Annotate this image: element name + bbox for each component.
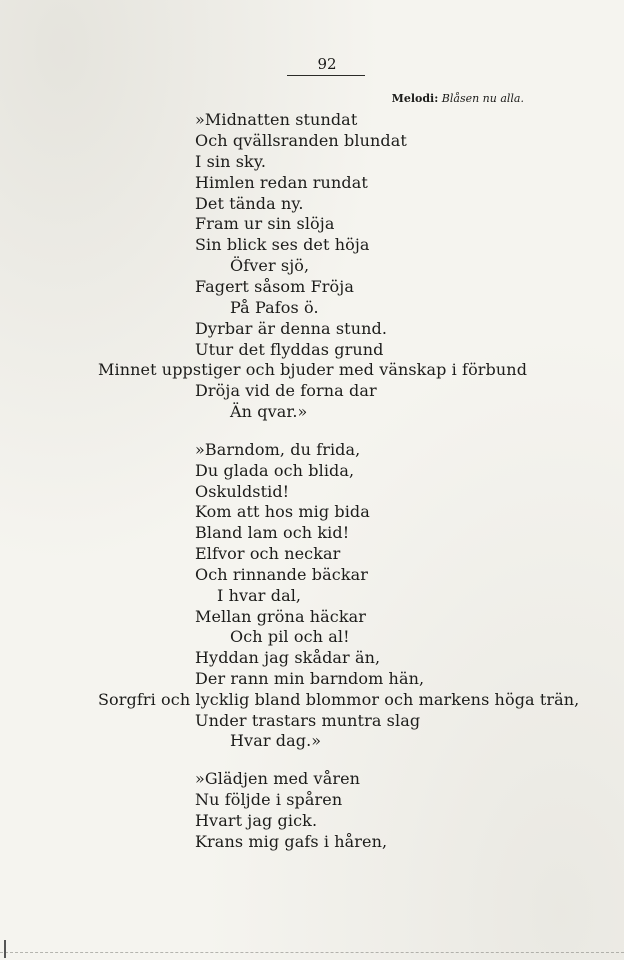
poem-line: Der rann min barndom hän, bbox=[195, 669, 425, 688]
poem-line: Sin blick ses det höja bbox=[195, 235, 370, 254]
poem-line: Fagert såsom Fröja bbox=[195, 277, 354, 296]
poem-line: Under trastars muntra slag bbox=[195, 711, 421, 730]
poem-line: Det tända ny. bbox=[195, 194, 304, 213]
poem-line: Utur det flyddas grund bbox=[195, 340, 384, 359]
page-number: 92 bbox=[317, 55, 337, 73]
poem-line: Hvart jag gick. bbox=[195, 811, 318, 830]
poem-line: Än qvar.» bbox=[230, 402, 308, 421]
poem-line: I hvar dal, bbox=[217, 586, 302, 605]
poem-line: Oskuldstid! bbox=[195, 482, 290, 501]
poem-line: Öfver sjö, bbox=[230, 256, 310, 275]
poem-line: Och rinnande bäckar bbox=[195, 565, 369, 584]
poem-line: Fram ur sin slöja bbox=[195, 214, 335, 233]
page-bottom-edge bbox=[0, 952, 624, 954]
poem-line: Dröja vid de forna dar bbox=[195, 381, 377, 400]
page-number-rule bbox=[287, 75, 365, 76]
poem-line: På Pafos ö. bbox=[230, 298, 319, 317]
poem-line: Elfvor och neckar bbox=[195, 544, 341, 563]
poem-line: »Glädjen med våren bbox=[195, 769, 361, 788]
poem-line: Himlen redan rundat bbox=[195, 173, 368, 192]
melody-note bbox=[392, 92, 524, 105]
poem-line: Och pil och al! bbox=[230, 627, 350, 646]
poem-line: Hyddan jag skådar än, bbox=[195, 648, 381, 667]
poem-line: Krans mig gafs i håren, bbox=[195, 832, 388, 851]
poem-line: Minnet uppstiger och bjuder med vänskap i förbund bbox=[98, 360, 528, 379]
poem-line: I sin sky. bbox=[195, 152, 267, 171]
poem-line: Bland lam och kid! bbox=[195, 523, 350, 542]
poem-line: Dyrbar är denna stund. bbox=[195, 319, 388, 338]
poem-line: Sorgfri och lycklig bland blommor och markens höga trän, bbox=[98, 690, 580, 709]
poem-line: Kom att hos mig bida bbox=[195, 502, 370, 521]
melody-tune: Blåsen nu alla. bbox=[441, 92, 524, 105]
poem-line: Nu följde i spåren bbox=[195, 790, 343, 809]
poem-line: Mellan gröna häckar bbox=[195, 607, 367, 626]
melody-label: Melodi: bbox=[391, 92, 439, 105]
poem-line: »Barndom, du frida, bbox=[195, 440, 361, 459]
poem-line: Och qvällsranden blundat bbox=[195, 131, 407, 150]
poem-line: Hvar dag.» bbox=[230, 731, 322, 750]
poem-line: »Midnatten stundat bbox=[195, 110, 358, 129]
poem-line: Du glada och blida, bbox=[195, 461, 355, 480]
page-edge-mark bbox=[4, 940, 6, 958]
